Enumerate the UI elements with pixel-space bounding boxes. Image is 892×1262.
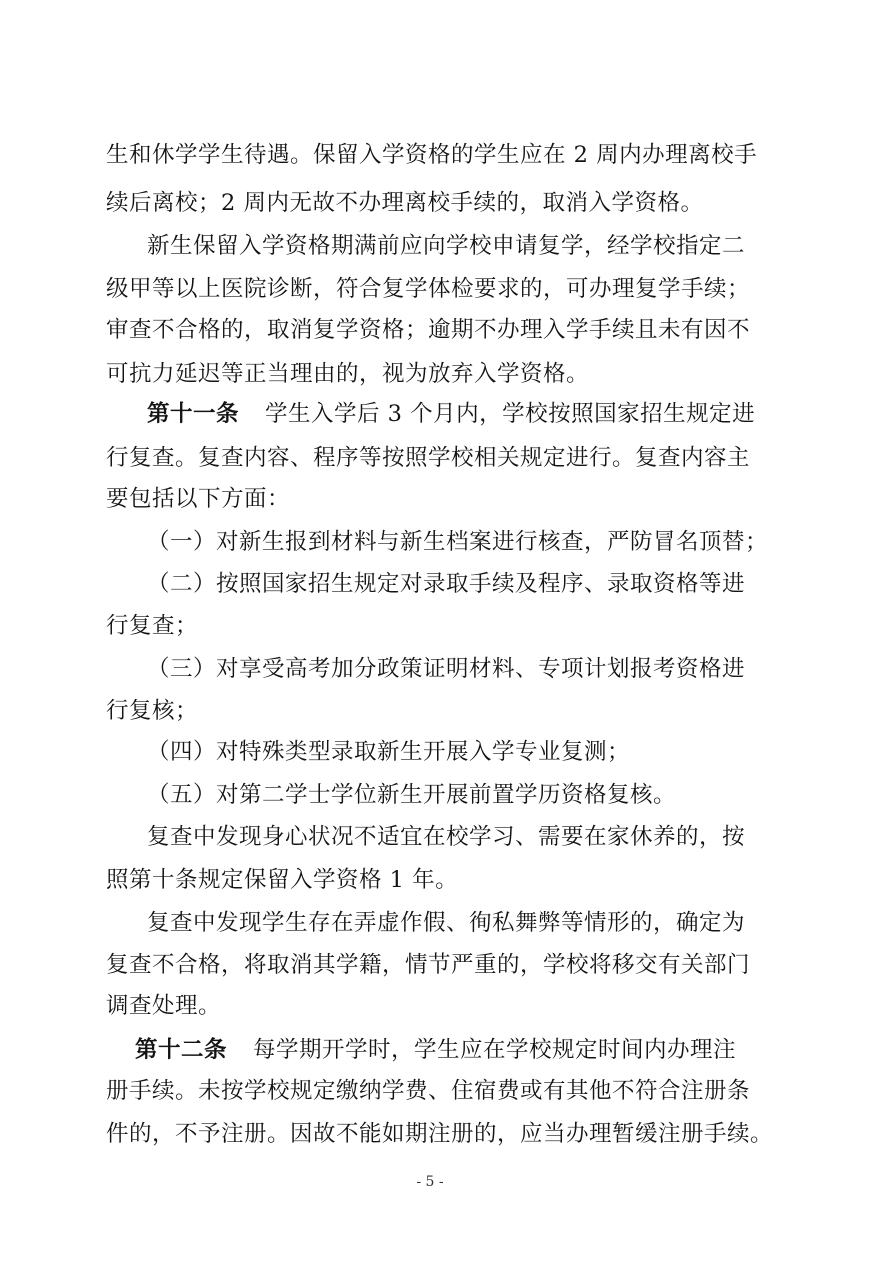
paragraph-line: 要包括以下方面：	[106, 486, 291, 512]
paragraph-line: 件的，不予注册。因故不能如期注册的，应当办理暂缓注册手续。	[106, 1121, 774, 1147]
paragraph-line: 复查不合格，将取消其学籍，情节严重的，学校将移交有关部门	[106, 952, 751, 978]
article-12-label: 第十二条	[135, 1037, 228, 1063]
paragraph-line: 审查不合格的，取消复学资格；逾期不办理入学手续且未有因不	[106, 317, 751, 343]
paragraph-text: 学生入学后 3 个月内，学校按照国家招生规定进	[265, 401, 756, 427]
article-12-first-line	[135, 1034, 736, 1066]
paragraph-text: 每学期开学时，学生应在学校规定时间内办理注	[253, 1037, 737, 1063]
paragraph-line: 复查中发现身心状况不适宜在校学习、需要在家休养的，按	[147, 824, 746, 850]
paragraph-line: 新生保留入学资格期满前应向学校申请复学，经学校指定二	[147, 233, 746, 259]
list-item: （二）按照国家招生规定对录取手续及程序、录取资格等进	[147, 571, 746, 597]
article-11-label: 第十一条	[147, 401, 240, 427]
list-item: （三）对享受高考加分政策证明材料、专项计划报考资格进	[147, 656, 746, 682]
list-item: （五）对第二学士学位新生开展前置学历资格复核。	[147, 782, 677, 808]
list-item-continuation: 行复核；	[106, 698, 199, 724]
paragraph-line: 调查处理。	[106, 993, 222, 1019]
paragraph-line: 生和休学学生待遇。保留入学资格的学生应在 2 周内办理离校手	[106, 142, 758, 168]
paragraph-line: 级甲等以上医院诊断，符合复学体检要求的，可办理复学手续；	[106, 276, 751, 302]
list-item-continuation: 行复查；	[106, 613, 199, 639]
list-item: （四）对特殊类型录取新生开展入学专业复测；	[147, 739, 631, 765]
paragraph-line: 续后离校；2 周内无故不办理离校手续的，取消入学资格。	[106, 190, 704, 216]
paragraph-line: 复查中发现学生存在弄虚作假、徇私舞弊等情形的，确定为	[147, 910, 746, 936]
paragraph-line: 可抗力延迟等正当理由的，视为放弃入学资格。	[106, 361, 590, 387]
list-item: （一）对新生报到材料与新生档案进行核查，严防冒名顶替；	[147, 529, 769, 555]
paragraph-line: 册手续。未按学校规定缴纳学费、住宿费或有其他不符合注册条	[106, 1078, 751, 1104]
paragraph-line: 照第十条规定保留入学资格 1 年。	[106, 867, 459, 893]
page-number: - 5 -	[416, 1174, 444, 1190]
article-11-first-line	[147, 398, 755, 430]
paragraph-line: 行复查。复查内容、程序等按照学校相关规定进行。复查内容主	[106, 445, 751, 471]
